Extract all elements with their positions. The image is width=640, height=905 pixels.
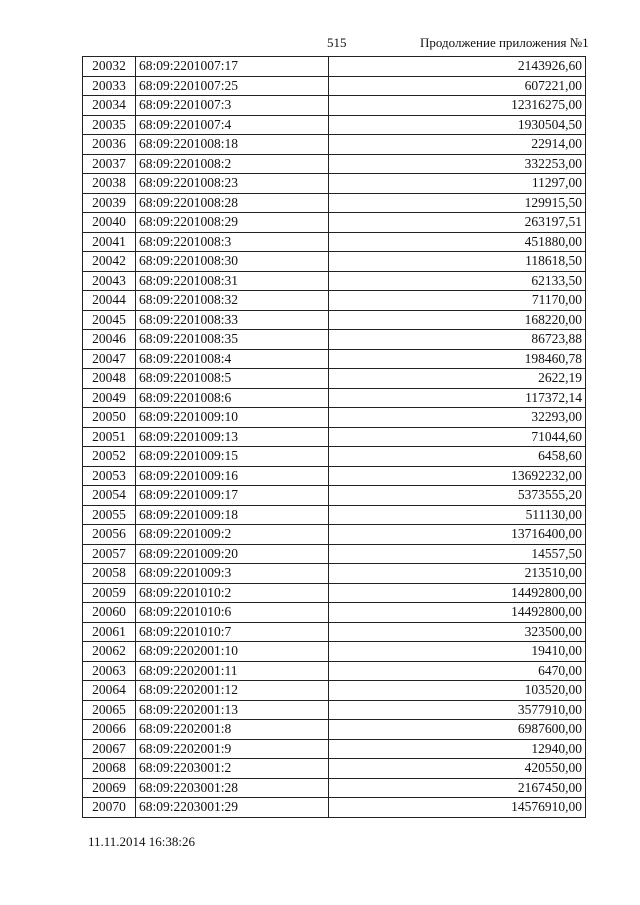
row-number-cell: 20035 xyxy=(83,115,136,135)
value-cell: 19410,00 xyxy=(329,642,586,662)
value-cell: 6987600,00 xyxy=(329,720,586,740)
cadastral-number-cell: 68:09:2202001:10 xyxy=(136,642,329,662)
row-number-cell: 20036 xyxy=(83,135,136,155)
row-number-cell: 20056 xyxy=(83,525,136,545)
table-row xyxy=(83,739,586,759)
value-cell: 2143926,60 xyxy=(329,57,586,77)
cadastral-number-cell: 68:09:2201009:17 xyxy=(136,486,329,506)
appendix-caption: Продолжение приложения №1 xyxy=(420,35,589,50)
table-row xyxy=(83,622,586,642)
table-row xyxy=(83,681,586,701)
value-cell: 13716400,00 xyxy=(329,525,586,545)
value-cell: 263197,51 xyxy=(329,213,586,233)
table-row xyxy=(83,798,586,818)
value-cell: 22914,00 xyxy=(329,135,586,155)
table-row xyxy=(83,388,586,408)
cadastral-number-cell: 68:09:2201008:35 xyxy=(136,330,329,350)
value-cell: 129915,50 xyxy=(329,193,586,213)
row-number-cell: 20063 xyxy=(83,661,136,681)
value-cell: 14492800,00 xyxy=(329,583,586,603)
cadastral-number-cell: 68:09:2201007:4 xyxy=(136,115,329,135)
cadastral-number-cell: 68:09:2201008:33 xyxy=(136,310,329,330)
table-row xyxy=(83,154,586,174)
row-number-cell: 20066 xyxy=(83,720,136,740)
row-number-cell: 20065 xyxy=(83,700,136,720)
table-row xyxy=(83,369,586,389)
row-number-cell: 20054 xyxy=(83,486,136,506)
table-row xyxy=(83,759,586,779)
cadastral-number-cell: 68:09:2201009:18 xyxy=(136,505,329,525)
row-number-cell: 20043 xyxy=(83,271,136,291)
table-row xyxy=(83,447,586,467)
table-row xyxy=(83,427,586,447)
value-cell: 12940,00 xyxy=(329,739,586,759)
value-cell: 11297,00 xyxy=(329,174,586,194)
row-number-cell: 20032 xyxy=(83,57,136,77)
row-number-cell: 20037 xyxy=(83,154,136,174)
table-row xyxy=(83,135,586,155)
cadastral-number-cell: 68:09:2202001:13 xyxy=(136,700,329,720)
cadastral-number-cell: 68:09:2201010:7 xyxy=(136,622,329,642)
table-row xyxy=(83,661,586,681)
cadastral-number-cell: 68:09:2201007:25 xyxy=(136,76,329,96)
table-row xyxy=(83,271,586,291)
cadastral-number-cell: 68:09:2202001:9 xyxy=(136,739,329,759)
row-number-cell: 20040 xyxy=(83,213,136,233)
row-number-cell: 20034 xyxy=(83,96,136,116)
cadastral-number-cell: 68:09:2201008:4 xyxy=(136,349,329,369)
table-row xyxy=(83,583,586,603)
value-cell: 332253,00 xyxy=(329,154,586,174)
cadastral-number-cell: 68:09:2202001:11 xyxy=(136,661,329,681)
value-cell: 14492800,00 xyxy=(329,603,586,623)
row-number-cell: 20052 xyxy=(83,447,136,467)
cadastral-number-cell: 68:09:2201008:18 xyxy=(136,135,329,155)
cadastral-number-cell: 68:09:2201008:23 xyxy=(136,174,329,194)
value-cell: 2167450,00 xyxy=(329,778,586,798)
cadastral-number-cell: 68:09:2203001:28 xyxy=(136,778,329,798)
row-number-cell: 20053 xyxy=(83,466,136,486)
cadastral-number-cell: 68:09:2201008:2 xyxy=(136,154,329,174)
cadastral-number-cell: 68:09:2201010:2 xyxy=(136,583,329,603)
cadastral-number-cell: 68:09:2201008:32 xyxy=(136,291,329,311)
table-row xyxy=(83,193,586,213)
table-row xyxy=(83,642,586,662)
value-cell: 12316275,00 xyxy=(329,96,586,116)
value-cell: 14557,50 xyxy=(329,544,586,564)
table-row xyxy=(83,76,586,96)
row-number-cell: 20055 xyxy=(83,505,136,525)
table-row xyxy=(83,213,586,233)
row-number-cell: 20041 xyxy=(83,232,136,252)
row-number-cell: 20058 xyxy=(83,564,136,584)
cadastral-number-cell: 68:09:2201010:6 xyxy=(136,603,329,623)
table-row xyxy=(83,291,586,311)
table-body xyxy=(83,57,586,818)
value-cell: 1930504,50 xyxy=(329,115,586,135)
table-row xyxy=(83,96,586,116)
cadastral-number-cell: 68:09:2201008:31 xyxy=(136,271,329,291)
table-row xyxy=(83,252,586,272)
page-number: 515 xyxy=(327,35,347,50)
row-number-cell: 20047 xyxy=(83,349,136,369)
cadastral-value-table xyxy=(82,56,586,818)
row-number-cell: 20044 xyxy=(83,291,136,311)
cadastral-number-cell: 68:09:2201008:30 xyxy=(136,252,329,272)
value-cell: 511130,00 xyxy=(329,505,586,525)
cadastral-number-cell: 68:09:2201008:6 xyxy=(136,388,329,408)
value-cell: 198460,78 xyxy=(329,349,586,369)
row-number-cell: 20045 xyxy=(83,310,136,330)
value-cell: 607221,00 xyxy=(329,76,586,96)
value-cell: 86723,88 xyxy=(329,330,586,350)
value-cell: 71170,00 xyxy=(329,291,586,311)
table-row xyxy=(83,330,586,350)
table-row xyxy=(83,310,586,330)
value-cell: 71044,60 xyxy=(329,427,586,447)
row-number-cell: 20061 xyxy=(83,622,136,642)
row-number-cell: 20033 xyxy=(83,76,136,96)
value-cell: 451880,00 xyxy=(329,232,586,252)
cadastral-number-cell: 68:09:2202001:12 xyxy=(136,681,329,701)
table-row xyxy=(83,57,586,77)
row-number-cell: 20039 xyxy=(83,193,136,213)
table-row xyxy=(83,778,586,798)
row-number-cell: 20064 xyxy=(83,681,136,701)
cadastral-number-cell: 68:09:2203001:29 xyxy=(136,798,329,818)
value-cell: 6470,00 xyxy=(329,661,586,681)
value-cell: 103520,00 xyxy=(329,681,586,701)
value-cell: 62133,50 xyxy=(329,271,586,291)
cadastral-number-cell: 68:09:2201008:28 xyxy=(136,193,329,213)
cadastral-number-cell: 68:09:2201007:3 xyxy=(136,96,329,116)
table-row xyxy=(83,115,586,135)
value-cell: 420550,00 xyxy=(329,759,586,779)
row-number-cell: 20067 xyxy=(83,739,136,759)
cadastral-number-cell: 68:09:2202001:8 xyxy=(136,720,329,740)
cadastral-number-cell: 68:09:2201009:15 xyxy=(136,447,329,467)
value-cell: 168220,00 xyxy=(329,310,586,330)
table-row xyxy=(83,700,586,720)
value-cell: 323500,00 xyxy=(329,622,586,642)
cadastral-number-cell: 68:09:2203001:2 xyxy=(136,759,329,779)
table-row xyxy=(83,720,586,740)
row-number-cell: 20046 xyxy=(83,330,136,350)
value-cell: 3577910,00 xyxy=(329,700,586,720)
row-number-cell: 20051 xyxy=(83,427,136,447)
cadastral-number-cell: 68:09:2201008:29 xyxy=(136,213,329,233)
table-row xyxy=(83,466,586,486)
value-cell: 32293,00 xyxy=(329,408,586,428)
table-row xyxy=(83,232,586,252)
value-cell: 213510,00 xyxy=(329,564,586,584)
value-cell: 117372,14 xyxy=(329,388,586,408)
cadastral-number-cell: 68:09:2201009:16 xyxy=(136,466,329,486)
cadastral-number-cell: 68:09:2201007:17 xyxy=(136,57,329,77)
row-number-cell: 20049 xyxy=(83,388,136,408)
row-number-cell: 20048 xyxy=(83,369,136,389)
row-number-cell: 20068 xyxy=(83,759,136,779)
print-timestamp: 11.11.2014 16:38:26 xyxy=(88,834,196,849)
table-row xyxy=(83,603,586,623)
row-number-cell: 20062 xyxy=(83,642,136,662)
cadastral-number-cell: 68:09:2201009:2 xyxy=(136,525,329,545)
cadastral-number-cell: 68:09:2201009:20 xyxy=(136,544,329,564)
cadastral-number-cell: 68:09:2201008:5 xyxy=(136,369,329,389)
row-number-cell: 20060 xyxy=(83,603,136,623)
cadastral-number-cell: 68:09:2201009:3 xyxy=(136,564,329,584)
row-number-cell: 20069 xyxy=(83,778,136,798)
value-cell: 5373555,20 xyxy=(329,486,586,506)
table-row xyxy=(83,544,586,564)
row-number-cell: 20038 xyxy=(83,174,136,194)
table-row xyxy=(83,564,586,584)
cadastral-number-cell: 68:09:2201009:13 xyxy=(136,427,329,447)
row-number-cell: 20050 xyxy=(83,408,136,428)
cadastral-number-cell: 68:09:2201008:3 xyxy=(136,232,329,252)
row-number-cell: 20070 xyxy=(83,798,136,818)
value-cell: 13692232,00 xyxy=(329,466,586,486)
row-number-cell: 20057 xyxy=(83,544,136,564)
table-row xyxy=(83,174,586,194)
cadastral-number-cell: 68:09:2201009:10 xyxy=(136,408,329,428)
table-row xyxy=(83,486,586,506)
table-row xyxy=(83,349,586,369)
value-cell: 2622,19 xyxy=(329,369,586,389)
row-number-cell: 20042 xyxy=(83,252,136,272)
table-row xyxy=(83,525,586,545)
value-cell: 118618,50 xyxy=(329,252,586,272)
row-number-cell: 20059 xyxy=(83,583,136,603)
value-cell: 14576910,00 xyxy=(329,798,586,818)
table-row xyxy=(83,408,586,428)
value-cell: 6458,60 xyxy=(329,447,586,467)
table-row xyxy=(83,505,586,525)
